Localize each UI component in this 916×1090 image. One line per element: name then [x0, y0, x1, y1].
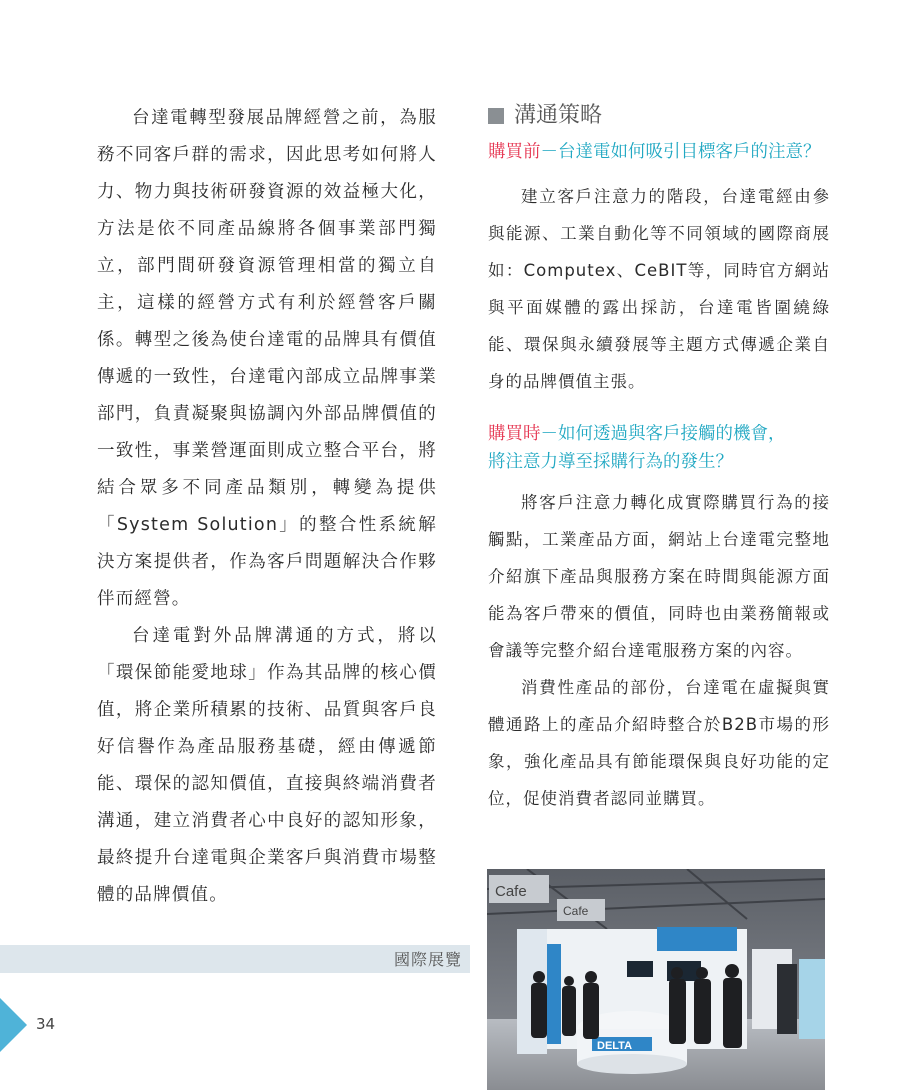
delta-logo-text: DELTA [597, 1040, 633, 1052]
exhibition-photo [487, 869, 825, 1090]
sub-heading-text: －台達電如何吸引目標客戶的注意？ [540, 142, 821, 162]
caption-bar [0, 945, 470, 973]
sub-heading-before-purchase [488, 138, 830, 166]
sub-heading-text: －如何透過與客戶接觸的機會， [540, 424, 786, 444]
body-paragraph: 消費性產品的部份，台達電在虛擬與實體通路上的產品介紹時整合於B2B市場的形象，強化產品具有節能環保與良好功能的定位，促使消費者認同並購買。 [488, 678, 830, 808]
left-column [97, 100, 437, 914]
body-paragraph: 台達電轉型發展品牌經營之前，為服務不同客戶群的需求，因此思考如何將人力、物力與技術研發資源的效益極大化，方法是依不同產品線將各個事業部門獨立，部門間研發資源管理相當的獨立自主，這樣的經營方式有利於經營客戶關係。轉型之後為使台達電的品牌具有價值傳遞的一致性，台達電內部成立品牌事業部門，負責凝聚與協調內外部品牌價值的一致性，事業營運面則成立整合平台，將結合眾多不同產品類別，轉變為提供「System Solution」的整合性系統解決方案提供者，作為客戶問題解決合作夥伴而經營。 [97, 108, 437, 609]
page-tab-icon [0, 998, 27, 1052]
page-number: 34 [36, 1015, 56, 1033]
cafe-sign-text: Cafe [495, 883, 527, 900]
sub-heading-prefix: 購買前 [488, 142, 541, 162]
body-paragraph: 將客戶注意力轉化成實際購買行為的接觸點，工業產品方面，網站上台達電完整地介紹旗下產品與服務方案在時間與能源方面能為客戶帶來的價值，同時也由業務簡報或會議等完整介紹台達電服務方案的內容。 [488, 493, 830, 660]
section-heading [488, 100, 830, 132]
exhibition-booth-illustration [487, 869, 825, 1090]
body-paragraph: 台達電對外品牌溝通的方式，將以「環保節能愛地球」作為其品牌的核心價值，將企業所積累的技術、品質與客戶良好信譽作為產品服務基礎，經由傳遞節能、環保的認知價值，直接與終端消費者溝通，建立消費者心中良好的認知形象，最終提升台達電與企業客戶與消費市場整體的品牌價值。 [97, 626, 437, 905]
section-title: 溝通策略 [514, 103, 603, 128]
sub-heading-text-line2: 將注意力導至採購行為的發生？ [488, 452, 733, 472]
photo-caption: 國際展覽 [393, 950, 462, 969]
right-column [488, 100, 830, 817]
sub-heading-prefix: 購買時 [488, 424, 541, 444]
body-paragraph: 建立客戶注意力的階段，台達電經由參與能源、工業自動化等不同領域的國際商展如：Computex、CeBIT等，同時官方網站與平面媒體的露出採訪，台達電皆圍繞綠能、環保與永續發展等主題方式傳遞企業自身的品牌價值主張。 [488, 187, 830, 391]
sub-heading-during-purchase [488, 420, 830, 476]
cafe-sign-text: Cafe [563, 904, 589, 918]
square-bullet-icon [488, 108, 504, 124]
